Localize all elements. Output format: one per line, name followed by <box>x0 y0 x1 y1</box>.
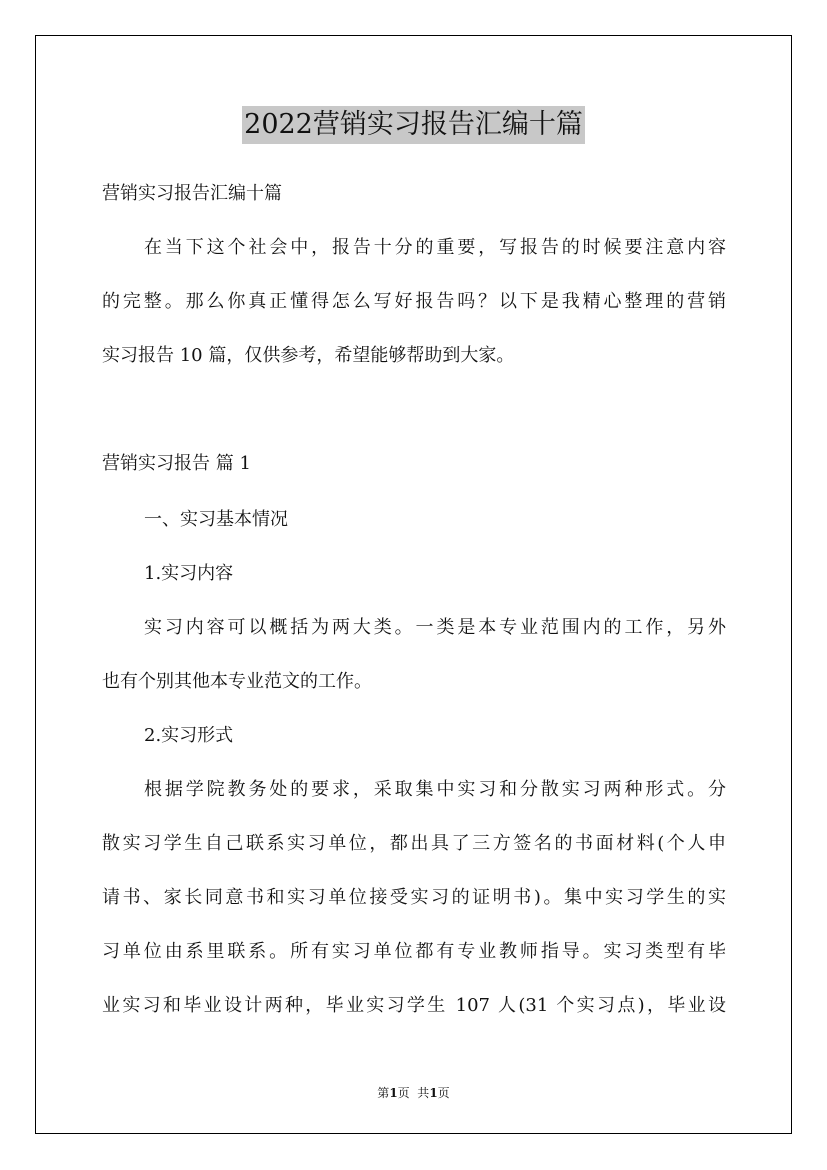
footer-page-mid: 页 共 <box>397 1086 430 1100</box>
item2-text-line-1: 根据学院教务处的要求，采取集中实习和分散实习两种形式。分 <box>144 779 726 800</box>
item2-text-line-2: 散实习学生自己联系实习单位，都出具了三方签名的书面材料(个人申 <box>102 833 726 854</box>
footer-page-current: 1 <box>389 1086 398 1100</box>
part-heading: 一、实习基本情况 <box>144 509 288 530</box>
document-subtitle: 营销实习报告汇编十篇 <box>102 183 282 204</box>
page-footer <box>0 1085 827 1101</box>
item1-heading: 1.实习内容 <box>144 563 234 584</box>
item1-text-line-1: 实习内容可以概括为两大类。一类是本专业范围内的工作，另外 <box>144 617 726 638</box>
item2-heading: 2.实习形式 <box>144 725 234 746</box>
document-title <box>0 103 827 144</box>
item1-text-line-2: 也有个别其他本专业范文的工作。 <box>102 671 372 692</box>
footer-page-total: 1 <box>429 1086 438 1100</box>
intro-line-2: 的完整。那么你真正懂得怎么写好报告吗？以下是我精心整理的营销 <box>102 291 726 312</box>
item2-text-line-3: 请书、家长同意书和实习单位接受实习的证明书)。集中实习学生的实 <box>102 887 726 908</box>
section-heading: 营销实习报告 篇 1 <box>102 453 251 474</box>
footer-page-prefix: 第 <box>377 1086 390 1100</box>
item2-text-line-4: 习单位由系里联系。所有实习单位都有专业教师指导。实习类型有毕 <box>102 941 726 962</box>
intro-line-3: 实习报告 10 篇，仅供参考，希望能够帮助到大家。 <box>102 345 515 366</box>
intro-line-1: 在当下这个社会中，报告十分的重要，写报告的时候要注意内容 <box>144 237 726 258</box>
item2-text-line-5: 业实习和毕业设计两种，毕业实习学生 107 人(31 个实习点)，毕业设 <box>102 995 726 1016</box>
document-title-text: 2022营销实习报告汇编十篇 <box>242 106 585 144</box>
footer-page-suffix: 页 <box>437 1086 450 1100</box>
